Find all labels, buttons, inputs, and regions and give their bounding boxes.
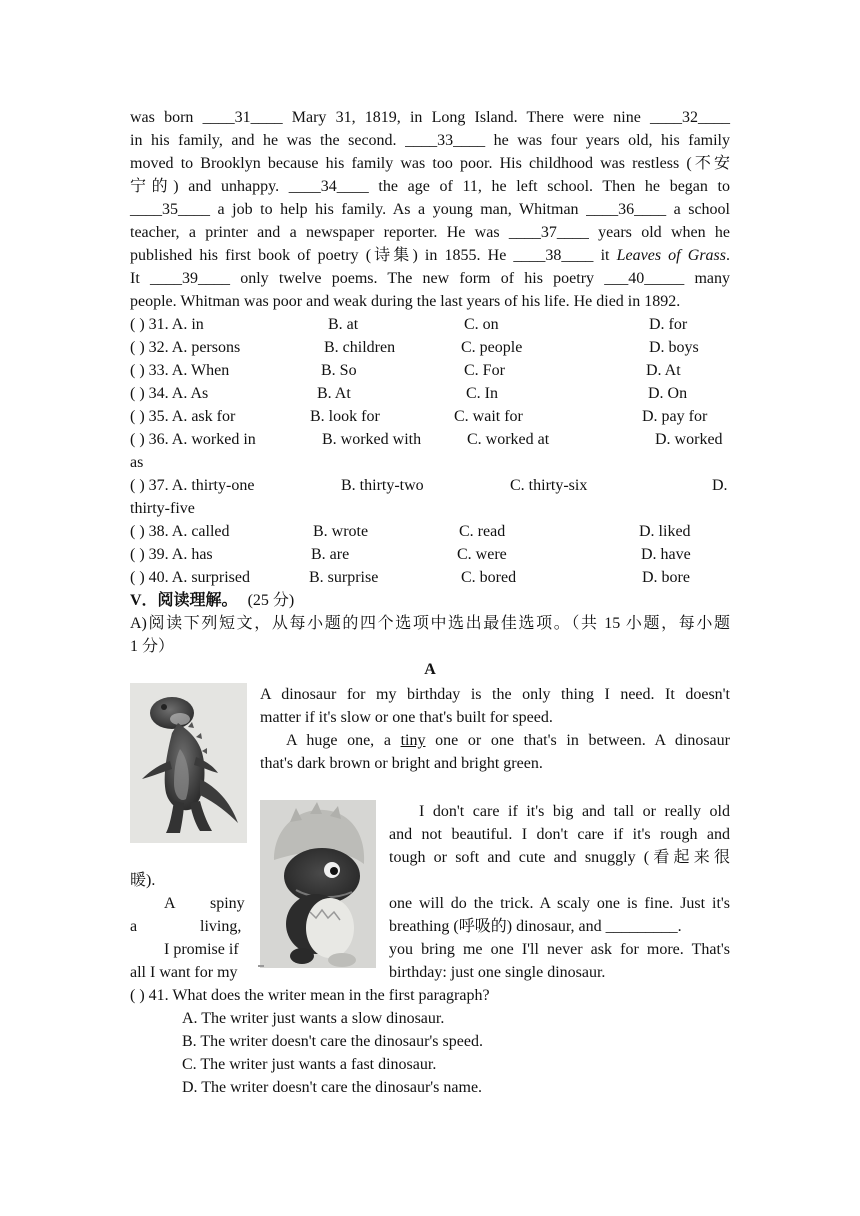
passage-text: living,: [200, 918, 242, 935]
question-row: [130, 543, 730, 566]
question-41-stem: ( ) 41. What does the writer mean in the first paragraph?: [130, 987, 490, 1004]
option-c: C. worked at: [467, 431, 550, 448]
passage-line: [130, 244, 730, 267]
option-d-continued: thirty-five: [130, 500, 195, 517]
passage-text: A: [164, 895, 176, 912]
passage-line: 宁的) and unhappy. ____34____ the age of 11, he left school. Then he began to: [130, 178, 730, 195]
passage-a-line: and not beautiful. I don't care if it's rough and: [389, 826, 730, 843]
passage-a-left-fragment: all I want for my: [130, 964, 238, 981]
option-c: C. bored: [461, 569, 517, 586]
option-d: D. worked: [655, 431, 723, 448]
option-a: ( ) 38. A. called: [130, 523, 230, 540]
question-41-option-c: C. The writer just wants a fast dinosaur.: [182, 1056, 437, 1073]
question-41-option-d: D. The writer doesn't care the dinosaur's name.: [182, 1079, 483, 1096]
passage-line: teacher, a printer and a newspaper reporter. He was ____37____ years old when he: [130, 224, 730, 241]
question-row: [130, 474, 730, 497]
passage-line: moved to Brooklyn because his family was too poor. His childhood was restless (不安: [130, 155, 730, 172]
option-a: ( ) 33. A. When: [130, 362, 230, 379]
passage-a-line: [286, 729, 730, 752]
passage-a-line: A dinosaur for my birthday is the only thing I need. It doesn't: [260, 686, 730, 703]
section-title: V．阅读理解。: [130, 592, 238, 609]
option-d: D. have: [641, 546, 691, 563]
option-c: C. For: [464, 362, 505, 379]
dinosaur-toy-image: [130, 683, 247, 843]
question-row: [130, 520, 730, 543]
option-d: D. On: [648, 385, 688, 402]
passage-line: It ____39____ only twelve poems. The new form of his poetry ___40_____ many: [130, 270, 730, 287]
option-c: C. people: [461, 339, 523, 356]
passage-line: in his family, and he was the second. ____33____ he was four years old, his family: [130, 132, 730, 149]
passage-a-line: breathing (呼吸的) dinosaur, and _________.: [389, 918, 682, 935]
option-b: B. thirty-two: [341, 477, 424, 494]
question-row: [130, 566, 730, 589]
option-a: ( ) 36. A. worked in: [130, 431, 256, 448]
passage-a-line: birthday: just one single dinosaur.: [389, 964, 606, 981]
option-a: ( ) 39. A. has: [130, 546, 213, 563]
option-b: B. look for: [310, 408, 380, 425]
question-row: [130, 313, 730, 336]
option-d: D. for: [649, 316, 688, 333]
option-d: D. boys: [649, 339, 699, 356]
option-a: ( ) 32. A. persons: [130, 339, 241, 356]
passage-text: .: [726, 247, 730, 264]
option-b: B. So: [321, 362, 357, 379]
passage-text: one or one that's in between. A dinosaur: [425, 732, 730, 749]
option-d-continued: as: [130, 454, 144, 471]
dinosaur-toy-photo-icon: [130, 683, 247, 843]
option-d: D. pay for: [642, 408, 708, 425]
question-41-option-b: B. The writer doesn't care the dinosaur's speed.: [182, 1033, 483, 1050]
passage-text: spiny: [210, 895, 245, 912]
option-a: ( ) 37. A. thirty-one: [130, 477, 255, 494]
option-a: ( ) 31. A. in: [130, 316, 204, 333]
option-c: C. wait for: [454, 408, 523, 425]
passage-a-left-fragment: [130, 915, 247, 938]
passage-a-line: one will do the trick. A scaly one is fine. Just it's: [389, 895, 730, 912]
section-heading: [130, 589, 294, 612]
question-row-wrap: [130, 497, 730, 520]
passage-a-line: tough or soft and cute and snuggly (看起来很: [389, 849, 730, 866]
option-c: C. read: [459, 523, 506, 540]
option-b: B. children: [324, 339, 396, 356]
passage-title: A: [424, 661, 436, 678]
passage-text: A huge one, a: [286, 732, 401, 749]
question-41-option-a: A. The writer just wants a slow dinosaur.: [182, 1010, 445, 1027]
passage-line: ____35____ a job to help his family. As a young man, Whitman ____36____ a school: [130, 201, 730, 218]
option-c: C. on: [464, 316, 499, 333]
passage-text: published his first book of poetry (诗集) in 1855. He ____38____ it: [130, 247, 617, 264]
passage-line: was born ____31____ Mary 31, 1819, in Long Island. There were nine ____32____: [130, 109, 730, 126]
option-a: ( ) 35. A. ask for: [130, 408, 236, 425]
underlined-word: tiny: [400, 732, 426, 749]
passage-a-left-fragment: [130, 892, 247, 915]
option-c: C. were: [457, 546, 507, 563]
passage-text: a: [130, 918, 138, 935]
option-b: B. wrote: [313, 523, 369, 540]
question-row: [130, 359, 730, 382]
instruction-line: 1 分）: [130, 638, 175, 655]
option-b: B. surprise: [309, 569, 379, 586]
question-row: [130, 428, 730, 451]
section-points: (25 分): [247, 592, 295, 609]
option-d: D. At: [646, 362, 681, 379]
option-a: ( ) 34. A. As: [130, 385, 209, 402]
option-d: D. bore: [642, 569, 690, 586]
passage-a-line: 暖).: [130, 872, 156, 889]
option-d: D.: [712, 477, 728, 494]
question-row: [130, 336, 730, 359]
passage-a-line: that's dark brown or bright and bright green.: [260, 755, 543, 772]
passage-a-line: matter if it's slow or one that's built for speed.: [260, 709, 553, 726]
option-b: B. are: [311, 546, 350, 563]
option-d: D. liked: [639, 523, 691, 540]
option-b: B. At: [317, 385, 351, 402]
passage-a-line: I don't care if it's big and tall or really old: [419, 803, 730, 820]
option-b: B. at: [328, 316, 359, 333]
passage-a-left-fragment: I promise if: [164, 941, 239, 958]
passage-line: people. Whitman was poor and weak during the last years of his life. He died in 1892.: [130, 293, 681, 310]
image-edge-mark: [258, 965, 264, 967]
option-a: ( ) 40. A. surprised: [130, 569, 250, 586]
question-row-wrap: [130, 451, 730, 474]
option-c: C. thirty-six: [510, 477, 588, 494]
question-row: [130, 405, 730, 428]
question-row: [130, 382, 730, 405]
option-b: B. worked with: [322, 431, 422, 448]
instruction-line: A)阅读下列短文，从每小题的四个选项中选出最佳选项。（共 15 小题，每小题: [130, 615, 730, 632]
passage-a-line: you bring me one I'll never ask for more. That's: [389, 941, 730, 958]
book-title: Leaves of Grass: [616, 247, 726, 264]
option-c: C. In: [466, 385, 498, 402]
